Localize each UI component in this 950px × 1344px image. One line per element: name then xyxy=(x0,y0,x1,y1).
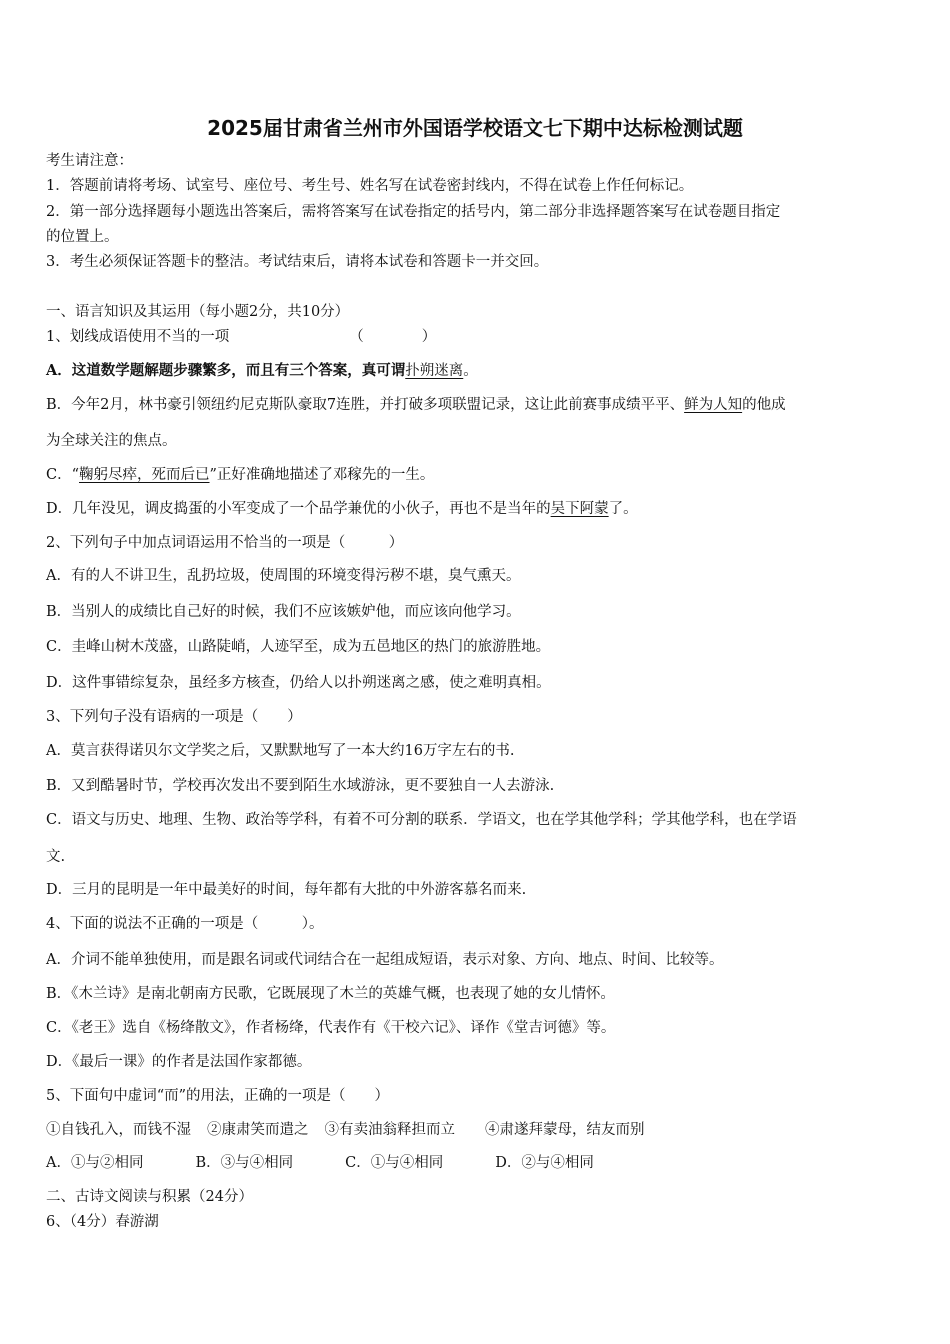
section1-heading: 一、语言知识及其运用（每小题2分，共10分） xyxy=(46,304,350,320)
q1-option-d-text: D．几年没见，调皮捣蛋的小军变成了一个品学兼优的小伙子，再也不是当年的 xyxy=(46,501,551,517)
page-title: 2025届甘肃省兰州市外国语学校语文七下期中达标检测试题 xyxy=(207,116,743,140)
notice-item-2-cont: 的位置上。 xyxy=(46,229,119,245)
q5-options xyxy=(46,1153,594,1173)
q1-option-b-underlined: 鲜为人知 xyxy=(684,397,743,413)
notice-item-1: 1．答题前请将考场、试室号、座位号、考生号、姓名写在试卷密封线内，不得在试卷上作任何标记。 xyxy=(46,178,694,194)
q1-option-b xyxy=(46,395,786,415)
q4-option-a: A．介词不能单独使用，而是跟名词或代词结合在一起组成短语，表示对象、方向、地点、时间、比较等。 xyxy=(46,952,724,968)
q5-option-c: C．①与④相同 xyxy=(345,1155,444,1171)
q1-option-c-underlined: 鞠躬尽瘁，死而后已 xyxy=(79,467,210,483)
q3-option-c: C．语文与历史、地理、生物、政治等学科，有着不可分割的联系．学语文，也在学其他学科；学其他学科，也在学语 xyxy=(46,812,797,828)
section2-heading: 二、古诗文阅读与积累（24分） xyxy=(46,1189,253,1205)
notice-item-2: 2．第一部分选择题每小题选出答案后，需将答案写在试卷指定的括号内，第二部分非选择题答案写在试卷题目指定 xyxy=(46,204,781,220)
q5-option-d: D．②与④相同 xyxy=(495,1155,594,1171)
q5-item-1: ①自钱孔入，而钱不湿 xyxy=(46,1122,191,1138)
q4-stem: 4、下面的说法不正确的一项是（ ）。 xyxy=(46,916,324,932)
q2-stem: 2、下列句子中加点词语运用不恰当的一项是（ ） xyxy=(46,535,404,551)
q5-items xyxy=(46,1120,645,1140)
q1-option-c xyxy=(46,465,434,485)
q2-option-a: A．有的人不讲卫生，乱扔垃圾，使周围的环境变得污秽不堪，臭气熏天。 xyxy=(46,568,521,584)
q6-stem: 6、（4分）春游湖 xyxy=(46,1214,159,1230)
q3-option-b: B．又到酷暑时节，学校再次发出不要到陌生水域游泳，更不要独自一人去游泳. xyxy=(46,778,555,794)
q4-option-d: D．《最后一课》的作者是法国作家都德。 xyxy=(46,1054,312,1070)
q5-item-2: ②康肃笑而遣之 xyxy=(207,1122,309,1138)
q3-option-a: A．莫言获得诺贝尔文学奖之后，又默默地写了一本大约16万字左右的书. xyxy=(46,743,515,759)
q3-stem: 3、下列句子没有语病的一项是（ ） xyxy=(46,709,302,725)
q1-option-a-underlined: 扑朔迷离 xyxy=(405,363,464,379)
notice-item-3: 3．考生必须保证答题卡的整洁。考试结束后，请将本试卷和答题卡一并交回。 xyxy=(46,254,549,270)
q1-option-b-end: 的他成 xyxy=(742,397,786,413)
q4-option-c: C．《老王》选自《杨绛散文》，作者杨绛，代表作有《干校六记》、译作《堂吉诃德》等。 xyxy=(46,1020,616,1036)
q1-option-a-end: 。 xyxy=(463,363,478,379)
q5-option-b: B．③与④相同 xyxy=(195,1155,294,1171)
q1-option-d-end: 了。 xyxy=(608,501,638,517)
q1-stem xyxy=(46,327,436,347)
q5-item-3: ③有卖油翁释担而立 xyxy=(324,1122,455,1138)
q3-option-d: D．三月的昆明是一年中最美好的时间，每年都有大批的中外游客慕名而来. xyxy=(46,882,527,898)
q5-stem: 5、下面句中虚词“而”的用法，正确的一项是（ ） xyxy=(46,1088,390,1104)
q1-option-a-text: A．这道数学题解题步骤繁多，而且有三个答案，真可谓 xyxy=(46,362,406,379)
q2-option-d: D．这件事错综复杂，虽经多方核查，仍给人以扑朔迷离之感，使之难明真相。 xyxy=(46,675,551,691)
q5-item-4: ④肃遂拜蒙母，结友而别 xyxy=(485,1122,645,1138)
q1-option-c-text: C．“ xyxy=(46,467,80,483)
q1-answer-paren: （ ） xyxy=(349,329,437,345)
notice-heading: 考生请注意： xyxy=(46,153,133,169)
q1-option-d xyxy=(46,499,638,519)
q1-option-c-end: ”正好准确地描述了邓稼先的一生。 xyxy=(209,467,435,483)
q2-option-c: C．圭峰山树木茂盛，山路陡峭，人迹罕至，成为五邑地区的热门的旅游胜地。 xyxy=(46,639,551,655)
q1-option-b-text: B．今年2月，林书豪引领纽约尼克斯队豪取7连胜，并打破多项联盟记录，这让此前赛事成绩平平、 xyxy=(46,397,685,413)
q1-option-b-cont: 为全球关注的焦点。 xyxy=(46,433,177,449)
q4-option-b: B．《木兰诗》是南北朝南方民歌，它既展现了木兰的英雄气概，也表现了她的女儿情怀。 xyxy=(46,986,615,1002)
q5-option-a: A．①与②相同 xyxy=(46,1155,144,1171)
q1-option-a xyxy=(46,361,478,381)
q3-option-c-cont: 文. xyxy=(46,849,66,865)
q2-option-b: B．当别人的成绩比自己好的时候，我们不应该嫉妒他，而应该向他学习。 xyxy=(46,604,521,620)
q1-option-d-underlined: 吴下阿蒙 xyxy=(550,501,609,517)
q1-stem-text: 1、划线成语使用不当的一项 xyxy=(46,329,230,345)
